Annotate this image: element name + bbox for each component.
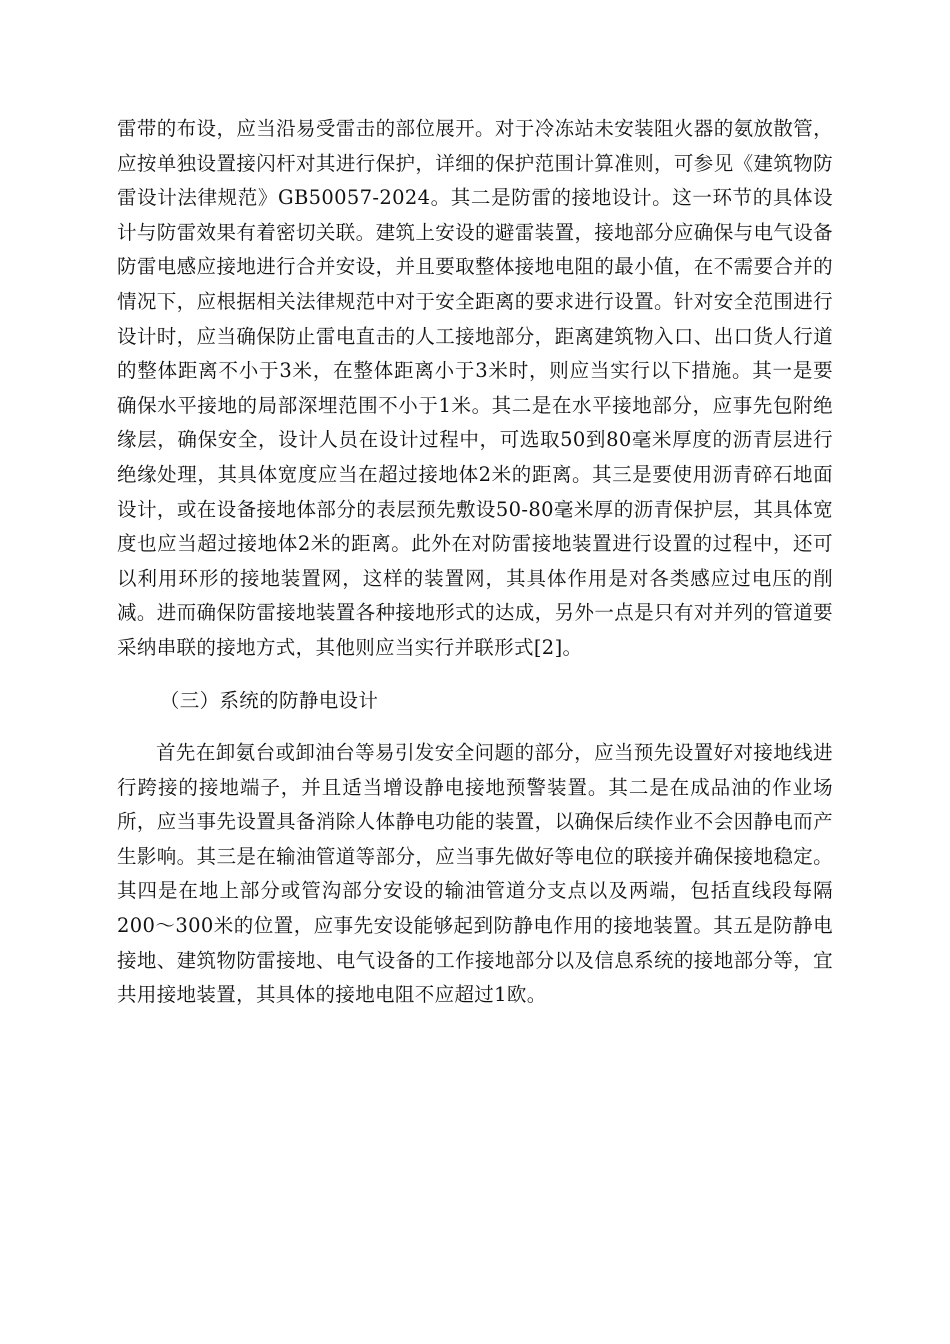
section-heading-antistatic: （三）系统的防静电设计 [159, 688, 379, 712]
document-page [117, 112, 833, 1013]
body-paragraph-lightning-grounding: 雷带的布设，应当沿易受雷击的部位展开。对于冷冻站未安装阻火器的氨放散管，应按单独设置接闪杆对其进行保护，详细的保护范围计算准则，可参见《建筑物防雷设计法律规范》GB50057-2024。其二是防雷的接地设计。这一环节的具体设计与防雷效果有着密切关联。建筑上安设的避雷装置，接地部分应确保与电气设备防雷电感应接地进行合并安设，并且要取整体接地电阻的最小值，在不需要合并的情况下，应根据相关法律规范中对于安全距离的要求进行设置。针对安全范围进行设计时，应当确保防止雷电直击的人工接地部分，距离建筑物入口、出口货人行道的整体距离不小于3米，在整体距离小于3米时，则应当实行以下措施。其一是要确保水平接地的局部深埋范围不小于1米。其二是在水平接地部分，应事先包附绝缘层，确保安全，设计人员在设计过程中，可选取50到80毫米厚度的沥青层进行绝缘处理，其具体宽度应当在超过接地体2米的距离。其三是要使用沥青碎石地面设计，或在设备接地体部分的表层预先敷设50-80毫米厚的沥青保护层，其具体宽度也应当超过接地体2米的距离。此外在对防雷接地装置进行设置的过程中，还可以利用环形的接地装置网，这样的装置网，其具体作用是对各类感应过电压的削减。进而确保防雷接地装置各种接地形式的达成，另外一点是只有对并列的管道要采纳串联的接地方式，其他则应当实行并联形式[2]。 [117, 117, 833, 659]
body-paragraph-antistatic: 首先在卸氨台或卸油台等易引发安全问题的部分，应当预先设置好对接地线进行跨接的接地端子，并且适当增设静电接地预警装置。其二是在成品油的作业场所，应当事先设置具备消除人体静电功能的装置，以确保后续作业不会因静电而产生影响。其三是在输油管道等部分，应当事先做好等电位的联接并确保接地稳定。其四是在地上部分或管沟部分安设的输油管道分支点以及两端，包括直线段每隔200～300米的位置，应事先安设能够起到防静电作用的接地装置。其五是防静电接地、建筑物防雷接地、电气设备的工作接地部分以及信息系统的接地部分等，宜共用接地装置，其具体的接地电阻不应超过1欧。 [117, 741, 833, 1007]
